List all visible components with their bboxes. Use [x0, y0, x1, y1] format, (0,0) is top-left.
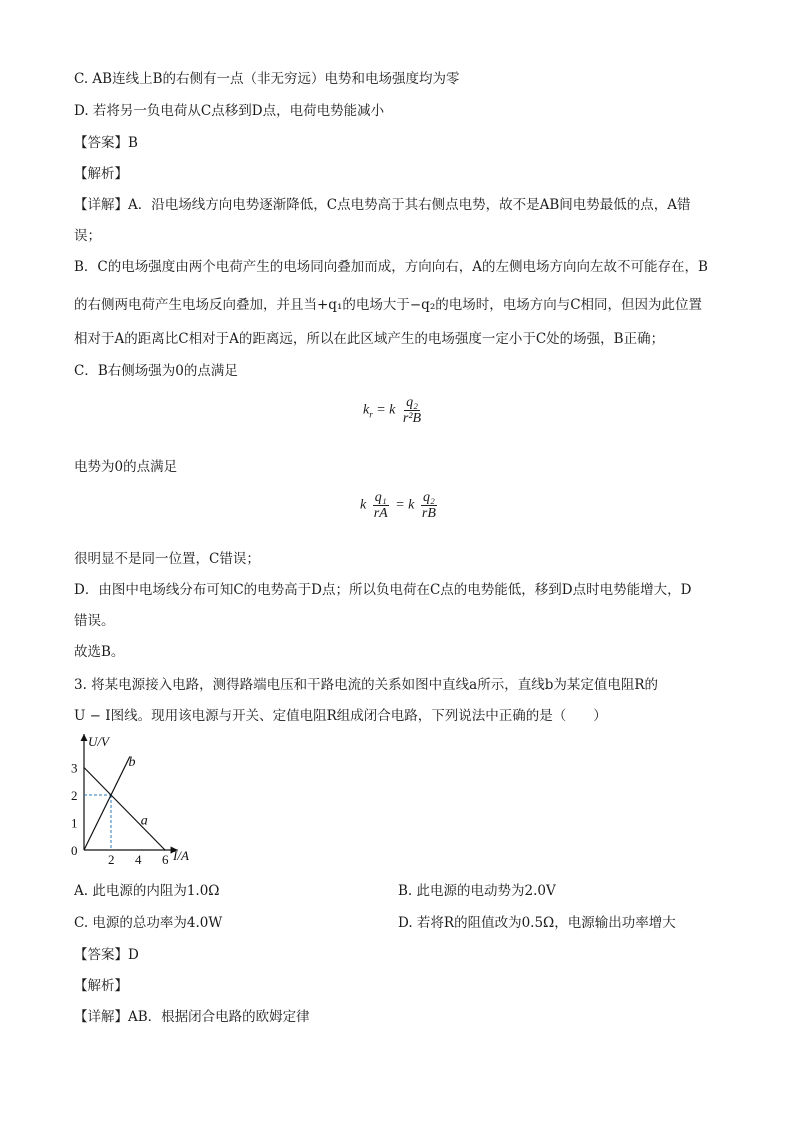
answer-label-2: 【答案】D	[74, 947, 139, 963]
option-a[interactable]: A. 此电源的内阻为1.0Ω	[74, 883, 220, 899]
analysis-label-2: 【解析】	[74, 978, 128, 994]
detail-b-line-2: 的右侧两电荷产生电场反向叠加，并且当+q₁的电场大于−q₂的电场时，电场方向与C相同，但因为此位置	[74, 297, 703, 313]
x-axis-label: I/A	[173, 848, 189, 863]
detail-b-line-1: B．C的电场强度由两个电荷产生的电场同向叠加而成，方向向右，A的左侧电场方向向左故不可能存在，B	[74, 259, 708, 275]
option-c-text: C. AB连线上B的右侧有一点（非无穷远）电势和电场强度均为零	[74, 71, 460, 87]
detail-a-line-1: 【详解】A．沿电场线方向电势逐渐降低，C点电势高于其右侧点电势，故不是AB间电势最低的点，A错	[74, 197, 691, 213]
formula-field-zero	[363, 395, 425, 426]
detail-c-line-2: 电势为0的点满足	[74, 459, 178, 475]
series-label-b: b	[128, 755, 136, 770]
detail-b-line-3: 相对于A的距离比C相对于A的距离远，所以在此区域产生的电场强度一定小于C处的场强，B正确；	[74, 331, 665, 347]
formula-equals-2: = k	[395, 497, 415, 513]
detail-d-line-2: 错误。	[74, 613, 115, 629]
x-tick-label-2: 2	[108, 852, 115, 867]
formula-numerator-2: q₂	[422, 490, 435, 505]
formula-numerator-1: q₁	[374, 490, 387, 505]
line-a	[84, 768, 165, 851]
formula-k1: k	[360, 497, 367, 513]
y-tick-label-1: 1	[71, 815, 78, 831]
detail-d-line-1: D．由图中电场线分布可知C的电势高于D点；所以负电荷在C点的电势能低，移到D点时电势能增大，D	[74, 582, 692, 598]
series-label-a: a	[140, 813, 148, 829]
y-tick-label-3: 3	[71, 760, 78, 776]
option-d[interactable]: D. 若将R的阻值改为0.5Ω，电源输出功率增大	[398, 915, 676, 931]
detail-ab-line: 【详解】AB．根据闭合电路的欧姆定律	[74, 1009, 310, 1025]
formula-fraction	[401, 395, 423, 426]
x-tick-label-4: 4	[135, 852, 142, 867]
formula-potential-zero	[360, 490, 440, 521]
option-c[interactable]: C. 电源的总功率为4.0W	[74, 915, 223, 931]
option-d-text: D. 若将另一负电荷从C点移到D点，电荷电势能减小	[74, 103, 385, 119]
formula-denominator-1: rA	[373, 506, 388, 521]
y-axis-label: U/V	[88, 734, 109, 749]
y-tick-label-2: 2	[71, 788, 78, 803]
x-tick-label-6: 6	[162, 852, 169, 867]
formula-numerator: q₂	[406, 395, 418, 410]
detail-a-line-2: 误；	[74, 228, 101, 244]
u-i-graph	[62, 728, 212, 868]
formula-fraction-1	[372, 490, 390, 521]
formula-equals: = k	[376, 402, 396, 418]
formula-denominator-2: rB	[421, 506, 436, 521]
question-3-line-1: 3. 将某电源接入电路，测得路端电压和干路电流的关系如图中直线a所示，直线b为某定值电阻R的	[74, 677, 659, 693]
formula-r-sub: r	[369, 409, 373, 420]
question-3-line-2: U − I图线。现用该电源与开关、定值电阻R组成闭合电路，下列说法中正确的是（ ）	[74, 708, 607, 724]
formula-denominator: r²B	[402, 411, 422, 426]
option-b[interactable]: B. 此电源的电动势为2.0V	[398, 883, 556, 899]
line-b	[84, 757, 130, 851]
origin-label: 0	[71, 843, 78, 858]
detail-c-line-1: C．B右侧场强为0的点满足	[74, 363, 238, 379]
conclusion-line: 故选B。	[74, 644, 125, 660]
detail-c-line-3: 很明显不是同一位置，C错误；	[74, 551, 260, 567]
analysis-label: 【解析】	[74, 166, 128, 182]
formula-fraction-2	[420, 490, 438, 521]
formula-k: k	[363, 402, 370, 418]
answer-label: 【答案】B	[74, 135, 138, 151]
